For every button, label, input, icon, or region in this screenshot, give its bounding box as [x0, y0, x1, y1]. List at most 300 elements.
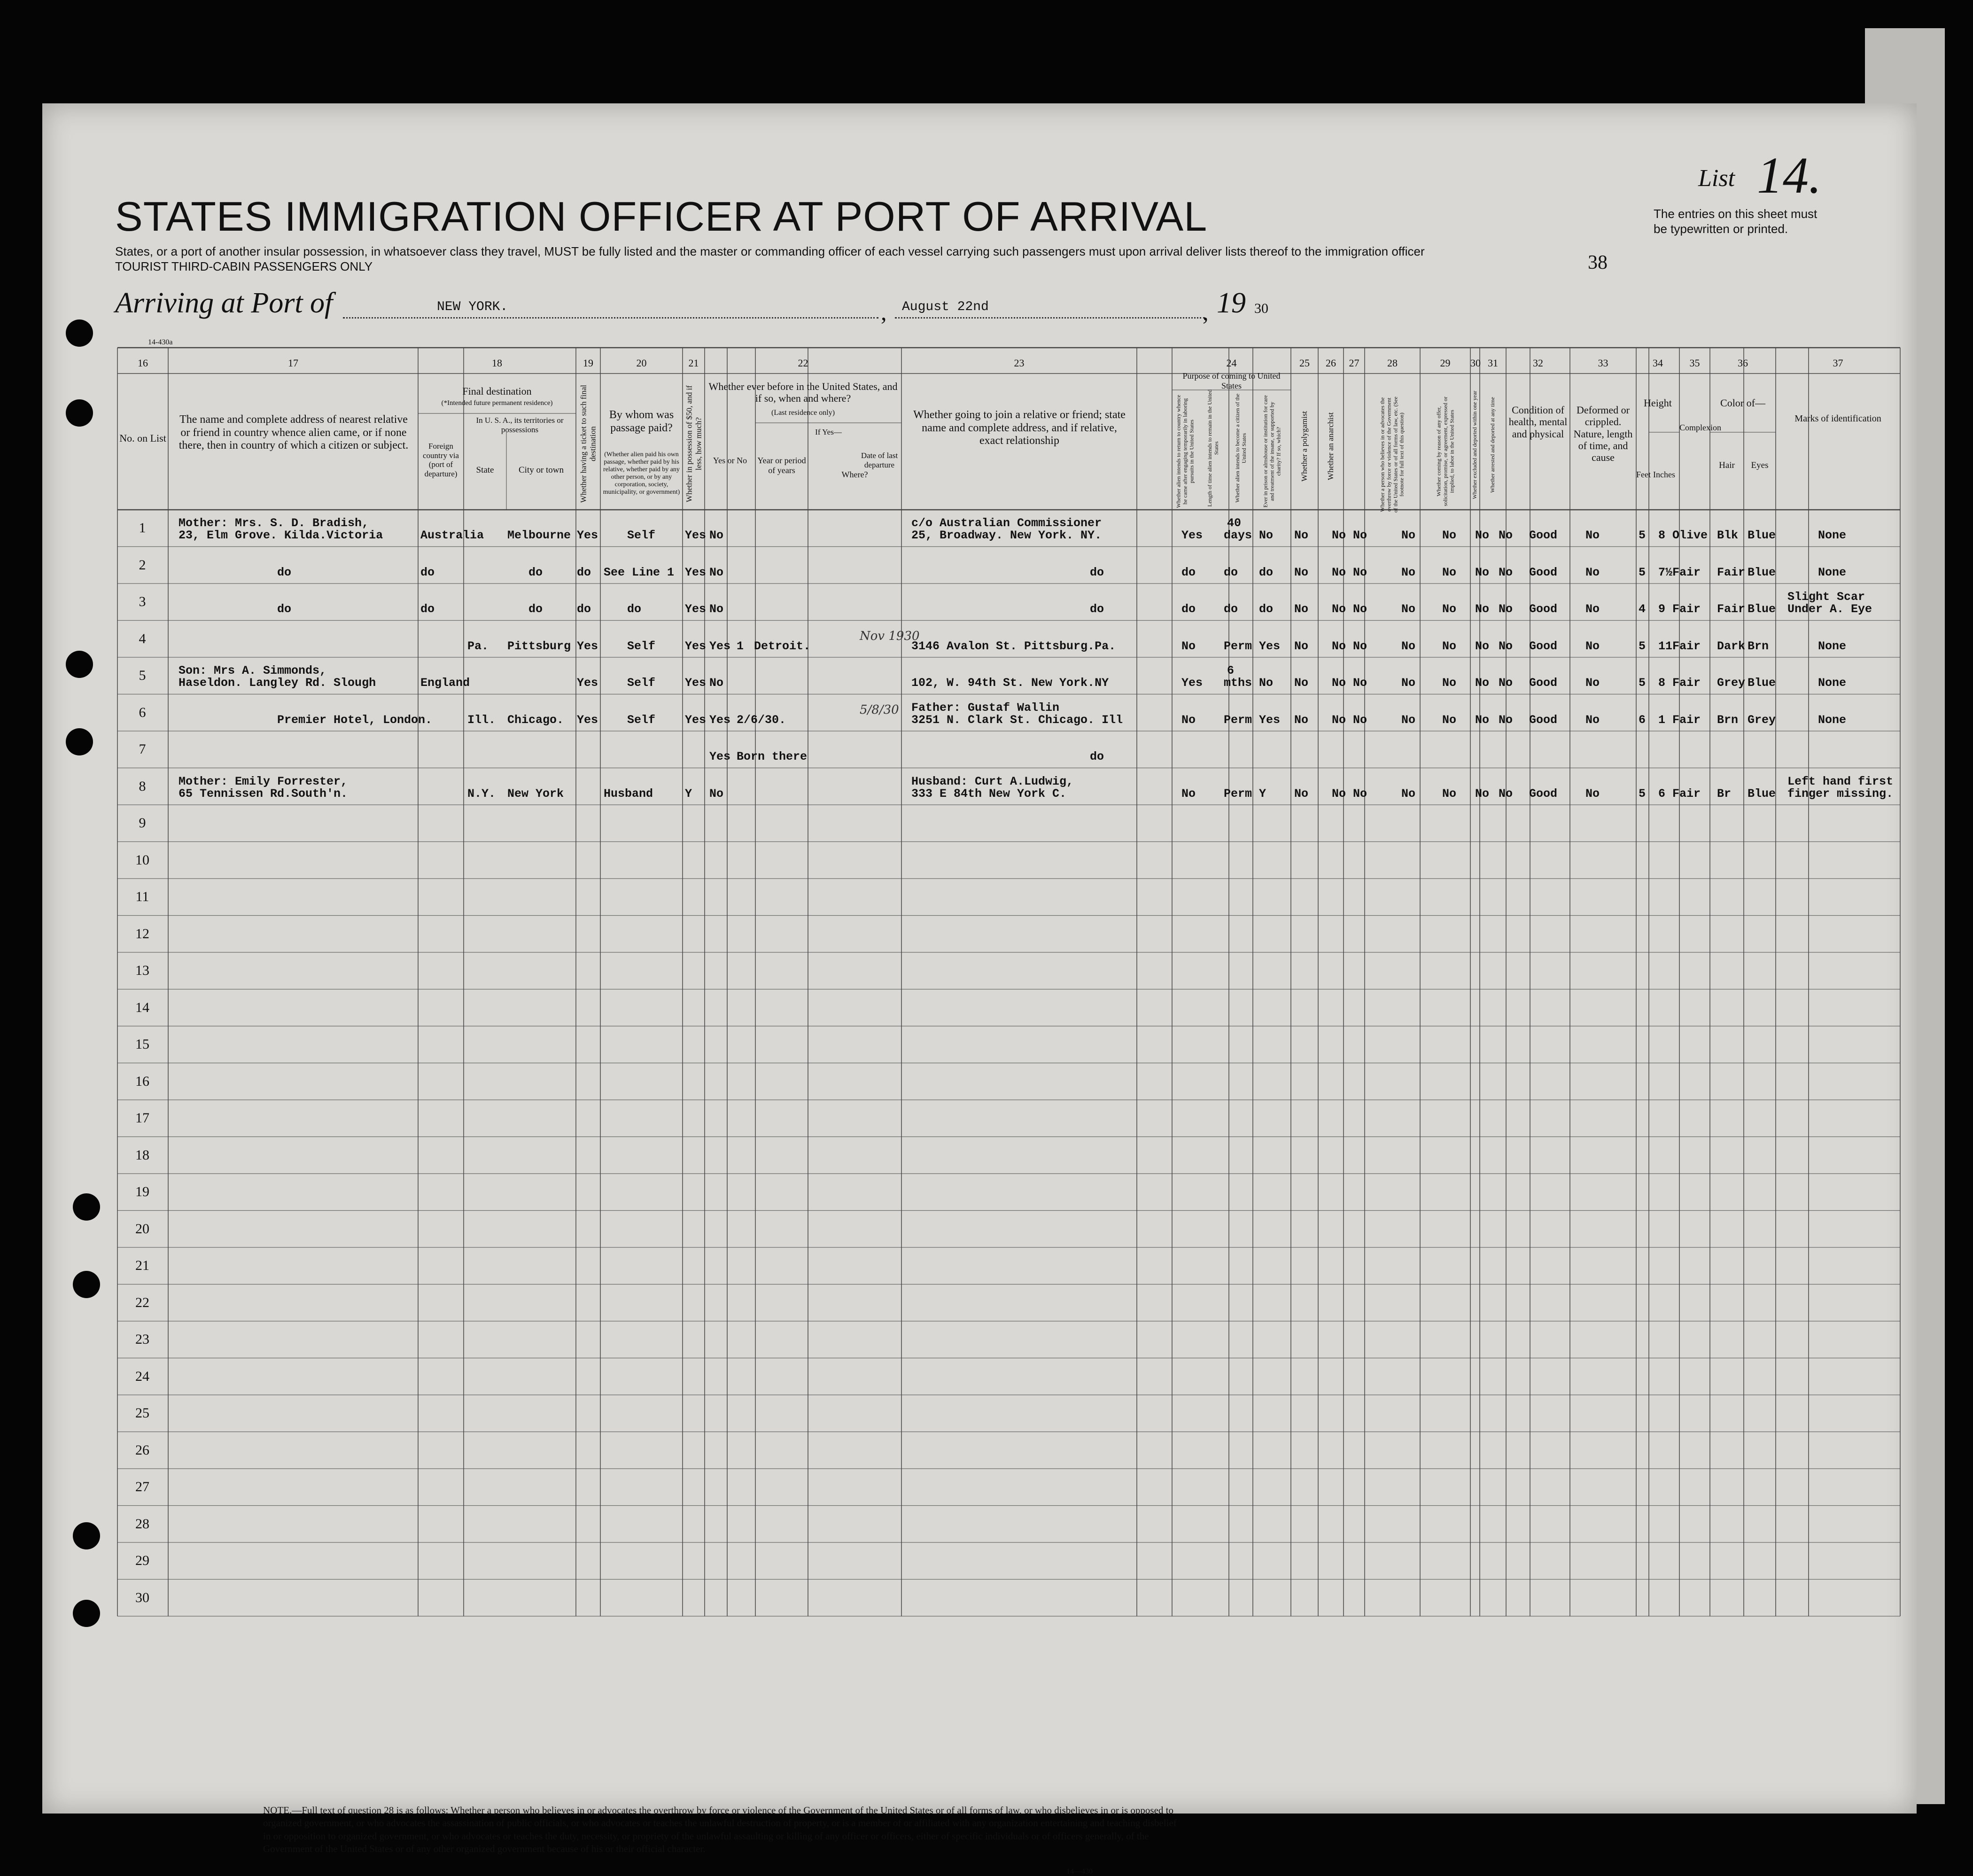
column-number: 18: [492, 357, 502, 369]
q30-value: No: [1475, 565, 1490, 579]
column-number: 31: [1488, 357, 1498, 369]
header-complexion: Complexion: [1679, 423, 1721, 432]
foreign-country: Australia: [420, 529, 484, 542]
column-number: 19: [583, 357, 593, 369]
dest-state: Pa.: [467, 639, 489, 653]
before-in-us: No: [709, 786, 724, 801]
header-state: State: [476, 465, 494, 475]
purpose-citizen: Yes: [1259, 639, 1281, 653]
height-inches: 11: [1658, 639, 1673, 653]
header-yes-no: Yes or No: [713, 456, 747, 465]
before-in-us: No: [709, 602, 724, 616]
q29-value: No: [1442, 639, 1457, 653]
q30-value: No: [1475, 713, 1490, 727]
deformed-value: No: [1585, 713, 1600, 727]
prison-value: No: [1294, 565, 1309, 579]
before-in-us: No: [709, 565, 724, 579]
polygamist-value: No: [1332, 565, 1346, 579]
row-number: 30: [135, 1589, 149, 1605]
binder-hole: [73, 1193, 100, 1221]
header-hair: Hair: [1719, 460, 1735, 470]
row-number: 15: [135, 1036, 149, 1052]
passage-paid-by: Self: [627, 713, 656, 727]
port-value: NEW YORK.: [437, 300, 508, 314]
binder-hole: [66, 728, 93, 755]
prison-value: No: [1294, 713, 1309, 727]
comma-separator: ,: [881, 299, 887, 325]
height-feet: 5: [1639, 676, 1646, 690]
hair-value: Dark: [1717, 639, 1746, 653]
q31-value: No: [1499, 786, 1513, 801]
hair-value: Br: [1717, 786, 1732, 801]
header-eyes: Eyes: [1751, 460, 1769, 470]
purpose-return: No: [1181, 786, 1196, 801]
relative-address: 65 Tennissen Rd.South'n.: [179, 786, 348, 801]
anarchist-value: No: [1353, 786, 1367, 801]
q29-value: No: [1442, 602, 1457, 616]
purpose-length: do: [1224, 565, 1238, 579]
ticket-value: do: [577, 602, 591, 616]
header-purpose-c: Whether alien intends to become a citizen of the United States: [1234, 393, 1247, 503]
identification-marks: None: [1818, 639, 1847, 653]
row-number: 16: [135, 1073, 149, 1089]
prison-value: No: [1294, 602, 1309, 616]
ticket-value: do: [577, 565, 591, 579]
header-foreign-country: Foreign country via (port of departure): [423, 442, 459, 478]
purpose-return: No: [1181, 713, 1196, 727]
page-title: STATES IMMIGRATION OFFICER AT PORT OF ARRIVAL: [115, 193, 1208, 240]
purpose-length-top: 6: [1227, 664, 1235, 677]
row-number: 20: [135, 1221, 149, 1237]
anarchist-value: No: [1353, 713, 1367, 727]
deformed-value: No: [1585, 786, 1600, 801]
header-last-residence: (Last residence only): [771, 409, 835, 417]
dest-state: N.Y.: [467, 786, 496, 801]
header-no-on-list: No. on List: [119, 432, 166, 444]
identification-marks: Slight Scar: [1787, 590, 1865, 604]
row-number: 28: [135, 1516, 149, 1532]
q29-value: No: [1442, 713, 1457, 727]
anarchist-value: No: [1353, 676, 1367, 690]
health-value: Good: [1529, 602, 1558, 616]
q29-value: No: [1442, 676, 1457, 690]
fifty-dollars: Yes: [685, 602, 707, 616]
height-feet: 5: [1639, 565, 1646, 579]
form-code-bottom: 14—430: [1066, 1868, 1093, 1876]
height-feet: 5: [1639, 529, 1646, 542]
purpose-length: mths: [1224, 676, 1252, 690]
header-where: Where?: [841, 470, 868, 479]
deformed-value: No: [1585, 676, 1600, 690]
eyes-value: Blue: [1748, 602, 1776, 616]
year-period: 2/6/30.: [737, 713, 786, 727]
column-number: 33: [1598, 357, 1608, 369]
identification-marks: None: [1818, 565, 1847, 579]
row-number: 22: [135, 1294, 149, 1310]
purpose-citizen: do: [1259, 602, 1274, 616]
purpose-return: Yes: [1181, 529, 1203, 542]
header-if-yes: If Yes—: [815, 428, 842, 436]
row-number: 4: [139, 631, 146, 646]
before-in-us: No: [709, 676, 724, 690]
purpose-length: Perm: [1224, 786, 1252, 801]
join-relative: Father: Gustaf Wallin: [911, 701, 1060, 715]
purpose-return: do: [1181, 602, 1196, 616]
row-number: 25: [135, 1405, 149, 1421]
height-inches: 7½: [1658, 565, 1673, 579]
purpose-citizen: No: [1259, 676, 1274, 690]
height-inches: 1: [1658, 713, 1666, 727]
column-number: 20: [636, 357, 647, 369]
row-number: 24: [135, 1368, 149, 1384]
where-value: Detroit.: [754, 639, 811, 653]
header-purpose-b: Length of time alien intends to remain in the United States: [1206, 389, 1220, 507]
eyes-value: Brn: [1748, 639, 1769, 653]
dest-city: New York: [507, 786, 564, 801]
q30-value: No: [1475, 639, 1490, 653]
purpose-citizen: Y: [1259, 786, 1266, 801]
anarchist-value: No: [1353, 639, 1367, 653]
footnote-q28: NOTE.—Full text of question 28 is as follows: Whether a person who believes in or advocates the overthrow by force or violence of the Government of the United States or of all forms of law, or who disbelieves in or is opposed to organized government, or who advocates the assassination of public officials, or who advocates or teaches the unlawful destruction of property, or is a member of or affiliated with any organization entertaining and teaching disbelief in or opposition to organized government, or who advocates or teaches the duty, necessity, or propriety of the unlawful assaulting or killing of any officer or officers, either of specific individuals or of officers generally, of the Government of the United States or of any other organized government because of his or their official character.: [263, 1805, 1177, 1854]
fifty-dollars: Yes: [685, 639, 707, 653]
date-value: August 22nd: [902, 300, 989, 314]
prison-value: No: [1294, 786, 1309, 801]
column-number: 22: [798, 357, 808, 369]
height-feet: 6: [1639, 713, 1646, 727]
column-number: 28: [1387, 357, 1398, 369]
relative-name: Mother: Emily Forrester,: [179, 774, 348, 788]
health-value: Good: [1529, 676, 1558, 690]
row-number: 21: [135, 1258, 149, 1273]
q31-value: No: [1499, 529, 1513, 542]
prison-value: No: [1294, 529, 1309, 542]
complexion-value: Olive: [1672, 529, 1708, 542]
foreign-country: England: [420, 676, 470, 690]
column-number: 21: [688, 357, 699, 369]
anarchist-value: No: [1353, 602, 1367, 616]
complexion-value: Fair: [1672, 786, 1701, 801]
complexion-value: Fair: [1672, 676, 1701, 690]
fifty-dollars: Y: [685, 786, 692, 801]
health-value: Good: [1529, 713, 1558, 727]
row-number: 3: [139, 594, 146, 609]
dest-city: Chicago.: [507, 713, 564, 727]
passage-paid-by: See Line 1: [604, 565, 675, 579]
header-relative: The name and complete address of nearest relative or friend in country whence alien came, or if none there, then in country of which a citizen or subject.: [179, 413, 409, 452]
passenger-class-text: TOURIST THIRD-CABIN PASSENGERS ONLY: [115, 259, 373, 273]
header-marks: Marks of identification: [1794, 413, 1881, 424]
column-number: 17: [288, 357, 298, 369]
header-final-destination: Final destination: [462, 385, 532, 397]
polygamist-value: No: [1332, 786, 1346, 801]
purpose-return: Yes: [1181, 676, 1203, 690]
header-q28: Whether a person who believes in or advocates the overthrow by force or violence of the Government of the United States or of all forms of law, etc. (See footnote for full text of this question): [1379, 397, 1405, 513]
typewritten-note-2: be typewritten or printed.: [1654, 222, 1788, 236]
health-value: Good: [1529, 639, 1558, 653]
column-number: 34: [1653, 357, 1663, 369]
column-number: 37: [1833, 357, 1843, 369]
column-number: 29: [1440, 357, 1451, 369]
health-value: Good: [1529, 565, 1558, 579]
fifty-dollars: Yes: [685, 529, 707, 542]
last-departure: Nov 1930: [860, 629, 920, 643]
hair-value: Brn: [1717, 713, 1739, 727]
row-number: 23: [135, 1331, 149, 1347]
before-in-us: Yes: [709, 713, 731, 727]
q30-value: No: [1475, 786, 1490, 801]
polygamist-value: No: [1332, 602, 1346, 616]
header-by-whom-paid: By whom was passage paid?: [609, 409, 674, 434]
q31-value: No: [1499, 713, 1513, 727]
row-number: 29: [135, 1553, 149, 1568]
row-number: 14: [135, 999, 149, 1015]
q30-value: No: [1475, 529, 1490, 542]
foreign-country: do: [420, 602, 435, 616]
relative-address: Premier Hotel, London.: [277, 713, 433, 727]
purpose-length: do: [1224, 602, 1238, 616]
join-address: 25, Broadway. New York. NY.: [911, 529, 1102, 542]
header-deformed: Deformed or crippled. Nature, length of time, and cause: [1573, 404, 1633, 464]
header-purpose: Purpose of coming to United States: [1182, 371, 1281, 390]
column-number: 35: [1689, 357, 1700, 369]
row-number: 1: [139, 520, 146, 536]
column-number: 24: [1226, 357, 1237, 369]
q28-value: No: [1401, 676, 1416, 690]
purpose-citizen: No: [1259, 529, 1274, 542]
header-q31: Whether arrested and deported at any time: [1489, 397, 1496, 493]
row-number: 10: [135, 852, 149, 868]
year-prefix: 19: [1217, 287, 1246, 319]
height-feet: 5: [1639, 639, 1646, 653]
year-period: Born there: [737, 750, 808, 763]
passage-paid-by: Husband: [604, 786, 653, 801]
q31-value: No: [1499, 602, 1513, 616]
q29-value: No: [1442, 565, 1457, 579]
arriving-label: Arriving at Port of: [115, 287, 333, 319]
q31-value: No: [1499, 565, 1513, 579]
join-relative: Husband: Curt A.Ludwig,: [911, 774, 1074, 788]
purpose-length: days: [1224, 529, 1252, 542]
passage-paid-by: Self: [627, 639, 656, 653]
row-number: 11: [135, 889, 149, 904]
purpose-citizen: Yes: [1259, 713, 1281, 727]
header-polygamist: Whether a polygamist: [1300, 411, 1309, 482]
binder-hole: [73, 1522, 100, 1549]
hair-value: Fair: [1717, 602, 1746, 616]
height-inches: 6: [1658, 786, 1666, 801]
column-number: 27: [1349, 357, 1359, 369]
complexion-value: Fair: [1672, 639, 1701, 653]
prison-value: No: [1294, 676, 1309, 690]
identification-marks: None: [1818, 713, 1847, 727]
header-anarchist: Whether an anarchist: [1326, 412, 1336, 480]
row-number: 2: [139, 557, 146, 573]
header-height: Height: [1644, 397, 1672, 409]
row-number: 7: [139, 741, 146, 757]
purpose-length-top: 40: [1227, 516, 1242, 530]
complexion-value: Fair: [1672, 565, 1701, 579]
list-number: 14.: [1757, 147, 1822, 204]
polygamist-value: No: [1332, 713, 1346, 727]
header-before-in-us: Whether ever before in the United States, and if so, when and where?: [708, 381, 898, 405]
ticket-value: Yes: [577, 676, 598, 690]
dest-city: do: [528, 602, 543, 616]
height-inches: 8: [1658, 529, 1666, 542]
column-number: 32: [1533, 357, 1543, 369]
join-relative: c/o Australian Commissioner: [911, 516, 1102, 530]
column-number: 16: [138, 357, 148, 369]
year-period: 1: [737, 639, 744, 653]
complexion-value: Fair: [1672, 602, 1701, 616]
join-address: 3146 Avalon St. Pittsburg.Pa.: [911, 639, 1116, 653]
q28-value: No: [1401, 565, 1416, 579]
q30-value: No: [1475, 602, 1490, 616]
eyes-value: Blue: [1748, 565, 1776, 579]
q28-value: No: [1401, 786, 1416, 801]
q28-value: No: [1401, 602, 1416, 616]
q30-value: No: [1475, 676, 1490, 690]
dest-city: Pittsburg: [507, 639, 571, 653]
q31-value: No: [1499, 676, 1513, 690]
polygamist-value: No: [1332, 639, 1346, 653]
health-value: Good: [1529, 786, 1558, 801]
deformed-value: No: [1585, 565, 1600, 579]
row-number: 26: [135, 1442, 149, 1458]
header-health: Condition of health, mental and physical: [1508, 404, 1568, 440]
list-label: List: [1698, 165, 1735, 192]
identification-marks: None: [1818, 529, 1847, 542]
column-number: 23: [1014, 357, 1025, 369]
eyes-value: Grey: [1748, 713, 1776, 727]
header-q30: Whether excluded and deported within one year: [1471, 390, 1478, 499]
row-number: 5: [139, 668, 146, 683]
ticket-value: Yes: [577, 713, 598, 727]
row-number: 18: [135, 1147, 149, 1163]
binder-hole: [73, 1600, 100, 1627]
header-purpose-a: Whether alien intends to return to country whence he came after engaging temporarily in laboring pursuits in the United States: [1174, 395, 1195, 508]
join-address: do: [1090, 750, 1104, 763]
dest-state: Ill.: [467, 713, 496, 727]
q29-value: No: [1442, 529, 1457, 542]
dest-city: do: [528, 565, 543, 579]
header-final-destination-note: (*Intended future permanent residence): [441, 399, 553, 407]
q28-value: No: [1401, 713, 1416, 727]
deformed-value: No: [1585, 639, 1600, 653]
typewritten-note-1: The entries on this sheet must: [1654, 207, 1818, 221]
eyes-value: Blue: [1748, 529, 1776, 542]
row-number: 13: [135, 963, 149, 978]
fifty-dollars: Yes: [685, 565, 707, 579]
relative-address: do: [277, 565, 292, 579]
column-number: 25: [1299, 357, 1310, 369]
header-q29: Whether coming by reason of any offer, solicitation, promise, or agreement, expressed or implied, to labor in the United States: [1435, 397, 1455, 506]
header-city: City or town: [518, 465, 564, 475]
foreign-country: do: [420, 565, 435, 579]
polygamist-value: No: [1332, 529, 1346, 542]
row-number: 8: [139, 778, 146, 794]
q28-value: No: [1401, 529, 1416, 542]
identification-marks: Left hand first: [1787, 774, 1894, 788]
manifest-page: [42, 103, 1917, 1876]
ticket-value: Yes: [577, 639, 598, 653]
date-field-line: [895, 317, 1205, 319]
join-address: do: [1090, 602, 1104, 616]
column-number: 36: [1738, 357, 1748, 369]
relative-name: Son: Mrs A. Simmonds,: [179, 664, 327, 677]
eyes-value: Blue: [1748, 676, 1776, 690]
row-number: 27: [135, 1479, 149, 1495]
header-year-period: Year or period of years: [757, 456, 806, 475]
passage-paid-by: Self: [627, 676, 656, 690]
column-number: 26: [1326, 357, 1336, 369]
before-in-us: No: [709, 529, 724, 542]
height-feet: 5: [1639, 786, 1646, 801]
height-feet: 4: [1639, 602, 1646, 616]
before-in-us: Yes: [709, 750, 731, 763]
identification-marks-2: finger missing.: [1787, 786, 1894, 801]
q31-value: No: [1499, 639, 1513, 653]
deformed-value: No: [1585, 602, 1600, 616]
header-ticket: Whether having a ticket to such final destination: [579, 384, 597, 503]
column-number: 30: [1470, 357, 1481, 369]
relative-address: 23, Elm Grove. Kilda.Victoria: [179, 529, 383, 542]
header-color-of: Color of—: [1720, 397, 1765, 409]
header-date-departure: Date of last departure: [861, 451, 898, 469]
header-feet: Feet: [1636, 470, 1651, 479]
purpose-length: Perm: [1224, 713, 1252, 727]
complexion-value: Fair: [1672, 713, 1701, 727]
deformed-value: No: [1585, 529, 1600, 542]
anarchist-value: No: [1353, 565, 1367, 579]
binder-hole: [66, 651, 93, 678]
join-address: 102, W. 94th St. New York.NY: [911, 676, 1109, 690]
identification-marks-2: Under A. Eye: [1787, 602, 1872, 616]
header-in-usa: In U. S. A., its territories or possessions: [476, 416, 564, 434]
before-in-us: Yes: [709, 639, 731, 653]
join-address: 333 E 84th New York C.: [911, 786, 1067, 801]
polygamist-value: No: [1332, 676, 1346, 690]
comma-separator-2: ,: [1203, 299, 1209, 325]
relative-address: Haseldon. Langley Rd. Slough: [179, 676, 376, 690]
eyes-value: Blue: [1748, 786, 1776, 801]
relative-address: do: [277, 602, 292, 616]
q28-value: No: [1401, 639, 1416, 653]
hair-value: Fair: [1717, 565, 1746, 579]
identification-marks: None: [1818, 676, 1847, 690]
form-code-top: 14-430a: [148, 338, 173, 346]
ticket-value: Yes: [577, 529, 598, 542]
year-suffix: 30: [1254, 301, 1268, 316]
row-number: 17: [135, 1110, 149, 1126]
last-departure: 5/8/30: [860, 702, 899, 717]
fifty-dollars: Yes: [685, 713, 707, 727]
height-inches: 9: [1658, 602, 1666, 616]
anarchist-value: No: [1353, 529, 1367, 542]
purpose-return: do: [1181, 565, 1196, 579]
health-value: Good: [1529, 529, 1558, 542]
passage-paid-by: Self: [627, 529, 656, 542]
port-field-line: [343, 317, 878, 319]
header-prison: Ever in prison or almshouse or institution for care and treatment of the insane, or supported by charity? If so, which?: [1261, 395, 1282, 508]
hair-value: Grey: [1717, 676, 1746, 690]
row-number: 9: [139, 815, 146, 831]
prison-value: No: [1294, 639, 1309, 653]
header-by-whom-paid-note: (Whether alien paid his own passage, whether paid by his relative, whether paid by any other person, or by any corporation, society, municipality, or government): [603, 451, 680, 496]
row-number: 6: [139, 704, 146, 720]
row-number: 19: [135, 1184, 149, 1199]
header-fifty-dollars: Whether in possession of $50, and if less, how much?: [684, 385, 703, 502]
purpose-length: Perm: [1224, 639, 1252, 653]
